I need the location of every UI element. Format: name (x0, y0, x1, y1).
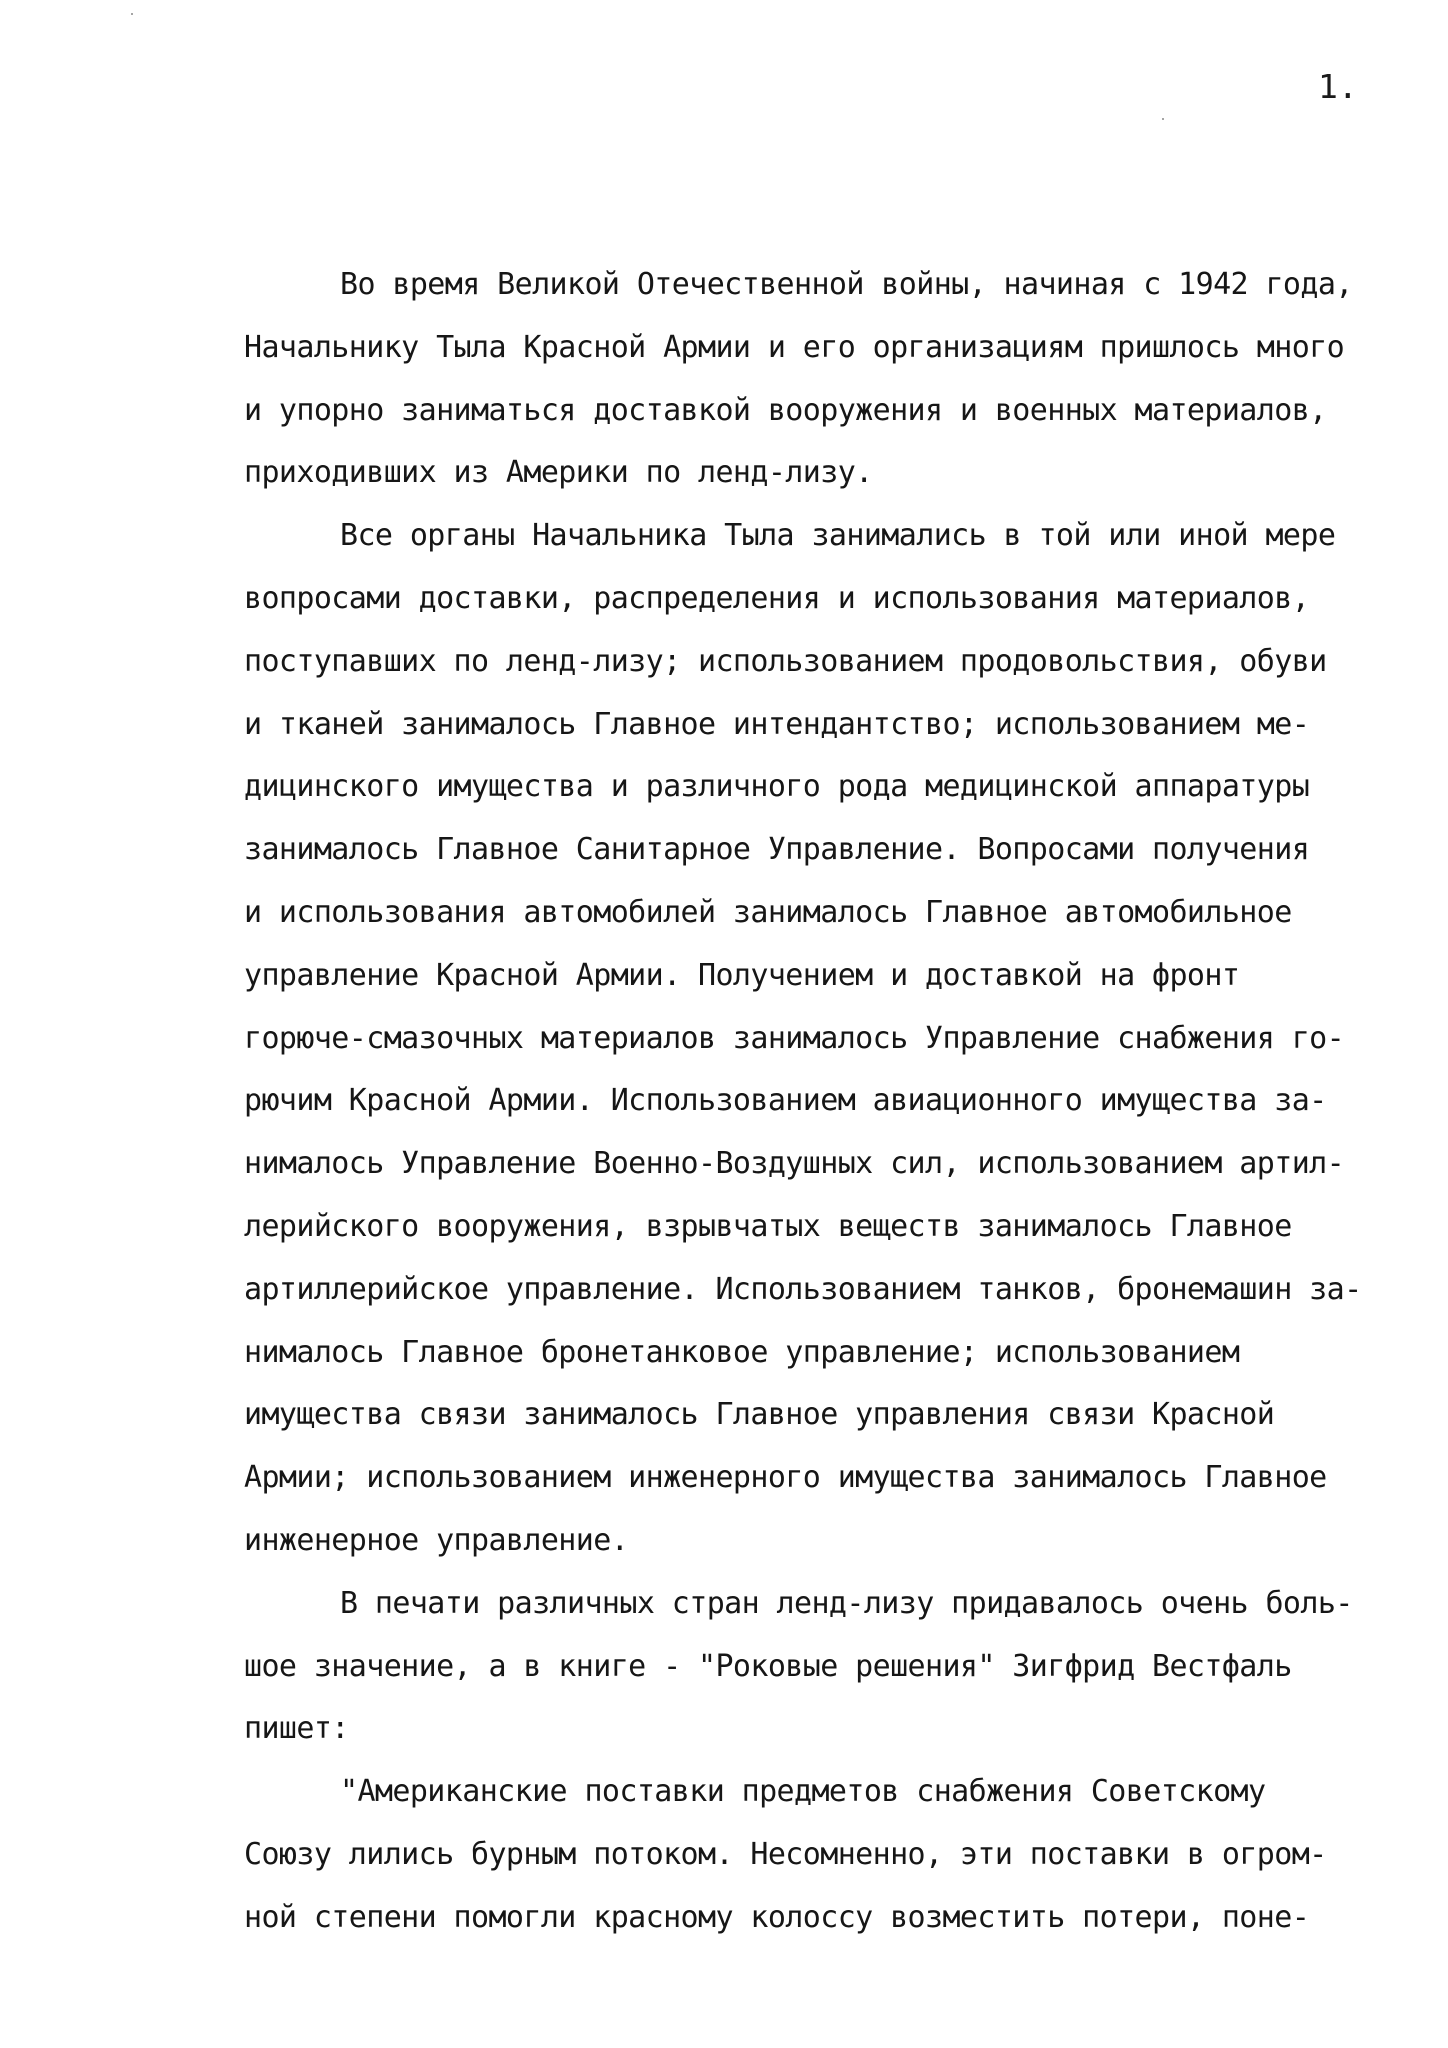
text-line: В печати различных стран ленд-лизу придавалось очень боль- (340, 1585, 1353, 1621)
text-line: имущества связи занималось Главное управления связи Красной (244, 1397, 1275, 1433)
text-line: и тканей занималось Главное интендантство; использованием ме- (244, 706, 1310, 742)
text-line: "Американские поставки предметов снабжения Советскому (340, 1774, 1266, 1810)
text-line: Начальнику Тыла Красной Армии и его организациям пришлось много (244, 329, 1345, 365)
text-line: приходивших из Америки по ленд-лизу. (244, 455, 873, 491)
text-line: нималось Управление Военно-Воздушных сил, использованием артил- (244, 1146, 1345, 1182)
text-line: Союзу лились бурным потоком. Несомненно, эти поставки в огром- (244, 1836, 1327, 1872)
text-line: горюче-смазочных материалов занималось Управление снабжения го- (244, 1020, 1345, 1056)
text-line: и использования автомобилей занималось Главное автомобильное (244, 894, 1292, 930)
scan-speck (1162, 118, 1164, 120)
text-line: артиллерийское управление. Использованием танков, бронемашин за- (244, 1271, 1362, 1307)
text-line: пишет: (244, 1711, 349, 1747)
text-line: и упорно заниматься доставкой вооружения и военных материалов, (244, 392, 1327, 428)
text-line: Армии; использованием инженерного имущества занималось Главное (244, 1460, 1327, 1496)
text-line: управление Красной Армии. Получением и доставкой на фронт (244, 957, 1240, 993)
text-line: вопросами доставки, распределения и использования материалов, (244, 580, 1310, 616)
page-number: 1. (1318, 67, 1358, 106)
text-line: дицинского имущества и различного рода медицинской аппаратуры (244, 769, 1310, 805)
text-line: инженерное управление. (244, 1522, 629, 1558)
scan-speck (131, 13, 133, 15)
text-line: занималось Главное Санитарное Управление. Вопросами получения (244, 832, 1310, 868)
text-line: нималось Главное бронетанковое управление; использованием (244, 1334, 1240, 1370)
text-line: поступавших по ленд-лизу; использованием продовольствия, обуви (244, 643, 1327, 679)
body-text (244, 254, 1448, 1950)
text-line: Все органы Начальника Тыла занимались в той или иной мере (340, 518, 1336, 554)
text-line: шое значение, а в книге - "Роковые решения" Зигфрид Вестфаль (244, 1648, 1292, 1684)
text-line: Во время Великой Отечественной войны, начиная с 1942 года, (340, 267, 1353, 302)
text-line: рючим Красной Армии. Использованием авиационного имущества за- (244, 1083, 1327, 1119)
text-line: ной степени помогли красному колоссу возместить потери, поне- (244, 1899, 1310, 1935)
text-line: лерийского вооружения, взрывчатых веществ занималось Главное (244, 1208, 1292, 1244)
